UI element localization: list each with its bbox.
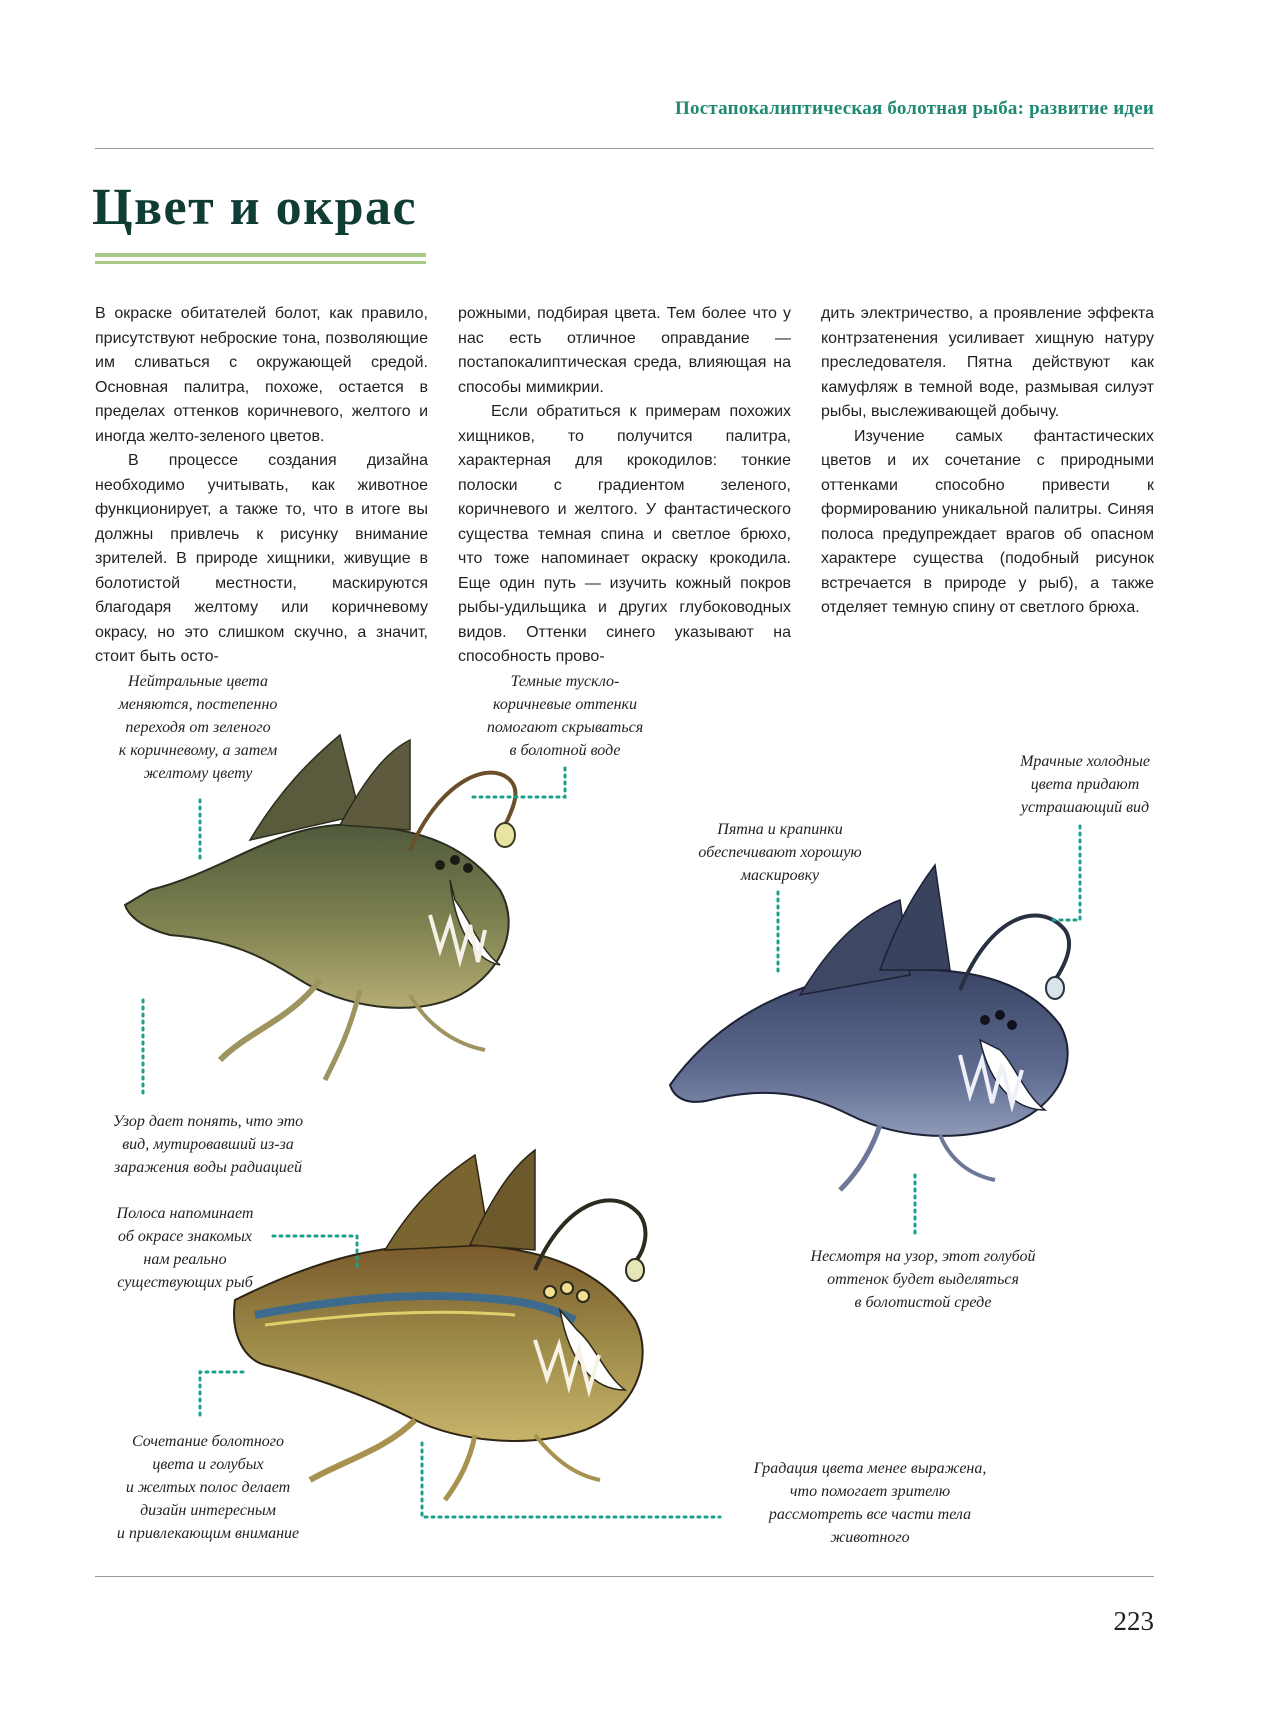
- callout-neutral-colors: Нейтральные цвета меняются, постепенно переходя от зеленого к коричневому, а затем желтому цвету: [118, 673, 278, 782]
- leader-combination: [200, 1372, 243, 1420]
- leader-cold-colors: [1050, 826, 1080, 920]
- leader-stripe: [273, 1236, 357, 1270]
- page-title: Цвет и окрас: [92, 179, 418, 236]
- running-head: Постапокалиптическая болотная рыба: развитие идеи: [675, 98, 1154, 119]
- paragraph: В процессе создания дизайна необходимо учитывать, как животное функционирует, а также то, что в итоге вы должны привлечь к рисунку внимание зрителей. В природе хищники, живущие в болотистой местности, маскируются благодаря желтому или коричневому окрасу, но это слишком скучно, а значит, стоит быть осто-: [95, 452, 428, 665]
- callout-gradation: Градация цвета менее выражена, что помогает зрителю рассмотреть все части тела животного: [753, 1460, 987, 1546]
- paragraph: Изучение самых фантастических цветов и их сочетание с природными оттенками способно привести к формированию уникальной палитры. Синяя полоса предупреждает врагов об опасном характере существа (подобный рисунок встречается в природе у рыб), а также отделяет темную спину от светлого брюха.: [821, 427, 1154, 616]
- leader-dark-browns: [470, 768, 565, 797]
- callout-dark-browns: Темные тускло- коричневые оттенки помогают скрываться в болотной воде: [486, 673, 644, 759]
- paragraph: рожными, подбирая цвета. Тем более что у нас есть отличное оправдание — постапокалиптическая среда, влияющая на способы мимикрии.: [458, 305, 791, 396]
- leader-gradation: [422, 1443, 720, 1517]
- paragraph: Если обратиться к примерам похожих хищников, то получится палитра, характерная для крокодилов: тонкие полоски с градиентом зеленого, коричневого и желтого. У фантастического существа темная спина и светлое брюхо, что тоже напоминает окраску крокодила. Еще один путь — изучить кожный покров рыбы-удильщика и других глубоководных видов. Оттенки синего указывают на способность прово-: [458, 403, 791, 665]
- callout-stripe: Полоса напоминает об окрасе знакомых нам реально существующих рыб: [116, 1205, 254, 1291]
- callout-combination: Сочетание болотного цвета и голубых и желтых полос делает дизайн интересным и привлекающим внимание: [116, 1433, 300, 1542]
- callout-spots: Пятна и крапинки обеспечивают хорошую маскировку: [698, 821, 862, 884]
- page-number: 223: [1113, 1606, 1154, 1636]
- paragraph: В окраске обитателей болот, как правило, присутствуют неброские тона, позволяющие им сливаться с окружающей средой. Основная палитра, похоже, остается в пределах оттенков коричневого, желтого и иногда желто-зеленого цветов.: [95, 305, 428, 445]
- callout-blue-shade: Несмотря на узор, этот голубой оттенок будет выделяться в болотистой среде: [810, 1248, 1036, 1311]
- paragraph: дить электричество, а проявление эффекта контрзатенения усиливает хищную натуру преследователя. Пятна действуют как камуфляж в темной воде, размывая силуэт рыбы, выслеживающей добычу.: [821, 305, 1154, 420]
- footer-rule: [95, 1576, 1154, 1577]
- callout-cold-colors: Мрачные холодные цвета придают устрашающий вид: [1020, 753, 1150, 816]
- callout-pattern-mutation: Узор дает понять, что это вид, мутировавший из-за заражения воды радиацией: [112, 1113, 304, 1176]
